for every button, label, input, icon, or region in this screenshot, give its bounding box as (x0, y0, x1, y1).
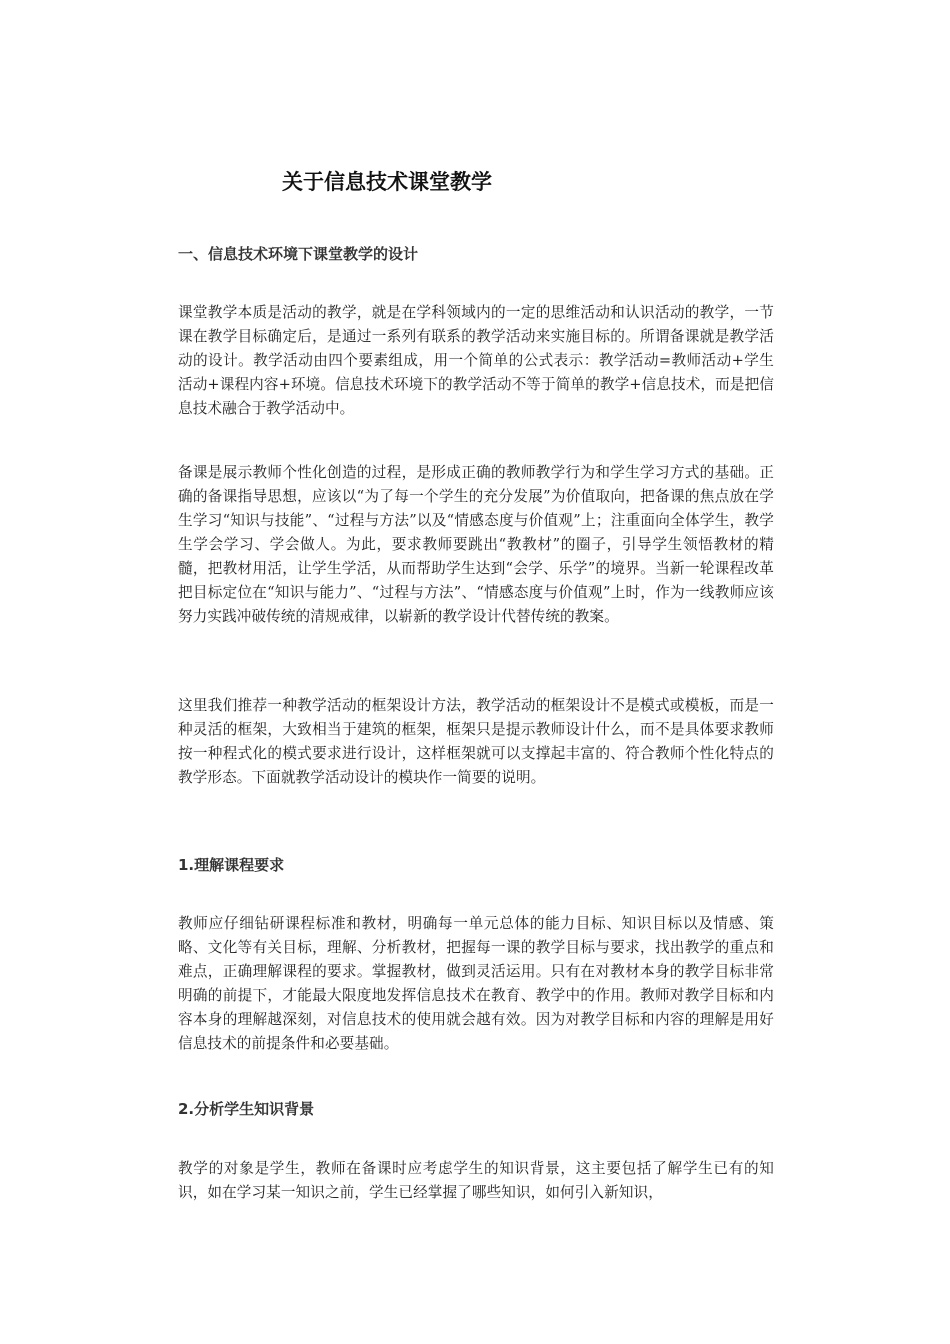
paragraph-3: 这里我们推荐一种教学活动的框架设计方法，教学活动的框架设计不是模式或模板，而是一种灵活的框架，大致相当于建筑的框架，框架只是提示教师设计什么，而不是具体要求教师按一种程式化的模式要求进行设计，这样框架就可以支撑起丰富的、符合教师个性化特点的教学形态。下面就教学活动设计的模块作一简要的说明。 (178, 697, 774, 786)
section-heading: 一、信息技术环境下课堂教学的设计 (178, 245, 419, 263)
subsection-2-heading: 2.分析学生知识背景 (178, 1100, 315, 1118)
subsection-1-paragraph: 教师应仔细钻研课程标准和教材，明确每一单元总体的能力目标、知识目标以及情感、策略、文化等有关目标，理解、分析教材，把握每一课的教学目标与要求，找出教学的重点和难点，正确理解课程的要求。掌握教材，做到灵活运用。只有在对教材本身的教学目标非常明确的前提下，才能最大限度地发挥信息技术在教育、教学中的作用。教师对教学目标和内容本身的理解越深刻，对信息技术的使用就会越有效。因为对教学目标和内容的理解是用好信息技术的前提条件和必要基础。 (178, 915, 774, 1052)
subsection-2-paragraph: 教学的对象是学生，教师在备课时应考虑学生的知识背景，这主要包括了解学生已有的知识，如在学习某一知识之前，学生已经掌握了哪些知识，如何引入新知识， (178, 1160, 774, 1201)
paragraph-2: 备课是展示教师个性化创造的过程，是形成正确的教师教学行为和学生学习方式的基础。正确的备课指导思想，应该以“为了每一个学生的充分发展”为价值取向，把备课的焦点放在学生学习“知识与技能”、“过程与方法”以及“情感态度与价值观”上；注重面向全体学生，教学生学会学习、学会做人。为此，要求教师要跳出“教教材”的圈子，引导学生领悟教材的精髓，把教材用活，让学生学活，从而帮助学生达到“会学、乐学”的境界。当新一轮课程改革把目标定位在“知识与能力”、“过程与方法”、“情感态度与价值观”上时，作为一线教师应该努力实践冲破传统的清规戒律，以崭新的教学设计代替传统的教案。 (178, 464, 774, 625)
paragraph-1: 课堂教学本质是活动的教学，就是在学科领域内的一定的思维活动和认识活动的教学，一节课在教学目标确定后，是通过一系列有联系的教学活动来实施目标的。所谓备课就是教学活动的设计。教学活动由四个要素组成，用一个简单的公式表示：教学活动=教师活动+学生活动+课程内容+环境。信息技术环境下的教学活动不等于简单的教学+信息技术，而是把信息技术融合于教学活动中。 (178, 304, 774, 417)
subsection-1-heading: 1.理解课程要求 (178, 856, 285, 874)
document-title: 关于信息技术课堂教学 (282, 170, 492, 194)
